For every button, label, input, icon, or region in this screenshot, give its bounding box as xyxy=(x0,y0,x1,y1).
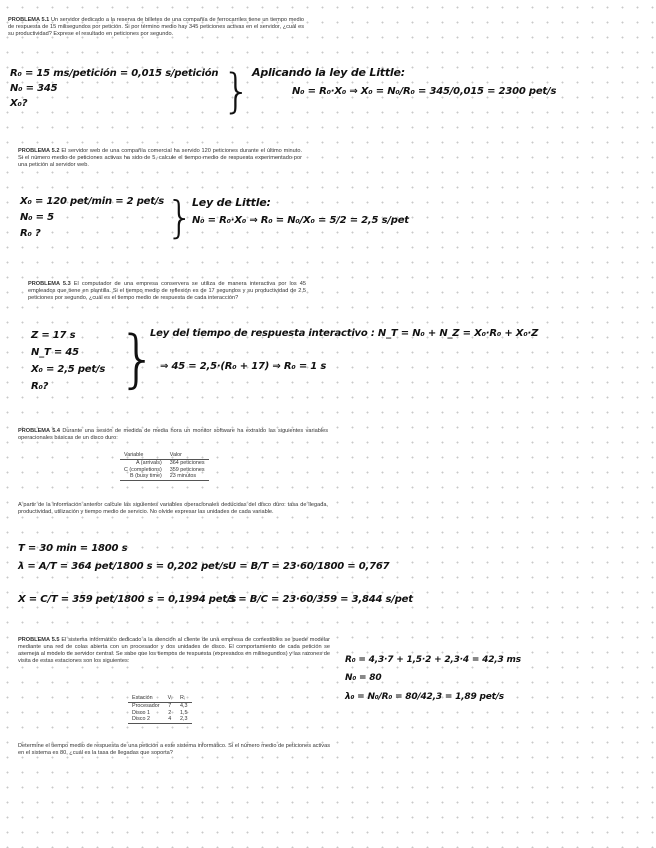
problem-text: El sistema informático dedicado a la atención al cliente de una empresa de comestibles se puede modelar mediante una red de colas abierta con un procesador y dos unidades de disco. El comportamiento de cada petición se asemeja al modelo de servidor central. Se sabe que los tiempos de respuesta (expresados en milisegundos) y las razones de visita de estas estaciones son los siguientes: xyxy=(18,637,330,665)
solution-equation: N₀ = R₀·X₀ ⇒ X₀ = N₀/R₀ = 345/0,015 = 2300 pet/s xyxy=(292,86,557,97)
given-line: Z = 17 s xyxy=(31,330,76,341)
problem-title: PROBLEMA 5.1 xyxy=(8,17,50,23)
problem-text: El computador de una empresa conservera se utiliza de manera interactiva por los 45 empleados que tiene en plantilla. Si el tiempo medio de reflexión es de 17 segundos y su productividad de 2,5 peticiones por segundo, ¿cuál es el tiempo medio de respuesta de cada interacción? xyxy=(28,281,306,302)
table-cell: 2 xyxy=(168,709,172,716)
problem-title: PROBLEMA 5.2 xyxy=(18,148,60,154)
given-line: R₀ ? xyxy=(20,228,41,239)
table-cell: 359 peticiones xyxy=(169,466,205,473)
problem-5-2-statement xyxy=(18,148,302,169)
solution-equation: ⇒ 45 = 2,5·(R₀ + 17) ⇒ R₀ = 1 s xyxy=(160,361,327,372)
table-row xyxy=(120,467,209,474)
arrival-rate-equation: λ₀ = N₀/R₀ = 80/42,3 = 1,89 pet/s xyxy=(345,692,504,702)
problem-text: El servidor web de una compañía comercial ha servido 120 peticiones durante el último minuto. Si el número medio de peticiones activas ha sido de 5, calcule el tiempo medio de respuesta experimentado por una petición al servidor web. xyxy=(18,148,302,169)
disk-variables-table xyxy=(120,452,209,481)
column-header: Variable xyxy=(120,452,166,459)
given-line: X₀ = 120 pet/min = 2 pet/s xyxy=(20,196,165,207)
problem-5-5-question: Determine el tiempo medio de respuesta de una petición a este sistema informático. Si el número medio de peticiones activas en el sistema es 80, ¿cuál es la tasa de llegadas que soporta? xyxy=(18,743,330,757)
law-title: Aplicando la ley de Little: xyxy=(252,66,405,79)
table-header-row xyxy=(128,695,192,702)
problem-title: PROBLEMA 5.4 xyxy=(18,428,60,434)
given-line: N₀ = 80 xyxy=(345,673,382,683)
problem-title: PROBLEMA 5.3 xyxy=(28,281,71,287)
table-cell: 23 minutos xyxy=(166,473,209,480)
utilization-equation: U = B/T = 23·60/1800 = 0,767 xyxy=(228,561,390,572)
table-cell: Procesador xyxy=(132,702,160,709)
table-cell: C (completions) xyxy=(124,466,162,473)
problem-text: Un servidor dedicado a la reserva de billetes de una compañía de ferrocarriles tiene un tiempo medio de respuesta de 15 milisegundos por petición. Si por término medio hay 345 peticiones activas en el servidor, ¿cuál es su productividad? Exprese el resultado en peticiones por segundo. xyxy=(8,17,304,38)
table-row xyxy=(128,710,192,717)
table-row xyxy=(128,702,192,709)
problem-title: PROBLEMA 5.5 xyxy=(18,637,60,643)
arrival-rate-equation: λ = A/T = 364 pet/1800 s = 0,202 pet/s xyxy=(18,561,229,572)
brace-icon: } xyxy=(166,192,194,243)
table-cell: 364 peticiones xyxy=(169,459,205,466)
service-time-equation: S = B/C = 23·60/359 = 3,844 s/pet xyxy=(228,594,413,605)
problem-text: Durante una sesión de medida de media hora un monitor software ha extraído las siguientes variables operacionales básicas de un disco duro: xyxy=(18,428,328,442)
period-line: T = 30 min = 1800 s xyxy=(18,543,128,554)
response-time-equation: R₀ = 4,3·7 + 1,5·2 + 2,3·4 = 42,3 ms xyxy=(345,655,521,665)
given-line: R₀ = 15 ms/petición = 0,015 s/petición xyxy=(10,68,219,79)
law-title: Ley de Little: xyxy=(192,196,271,209)
solution-equation: N₀ = R₀·X₀ ⇒ R₀ = N₀/X₀ = 5/2 = 2,5 s/pet xyxy=(192,215,409,226)
table-cell: 7 xyxy=(168,702,172,709)
given-line: N_T = 45 xyxy=(31,347,79,358)
column-header: Vᵢ xyxy=(164,695,176,702)
table-cell: 1,5 xyxy=(180,709,188,716)
problem-5-4-statement xyxy=(18,428,328,442)
given-line: R₀? xyxy=(31,381,49,392)
problem-5-5-statement xyxy=(18,637,330,665)
table-cell: A (arrivals) xyxy=(135,459,162,466)
column-header: Valor xyxy=(166,452,209,459)
table-cell: Disco 2 xyxy=(128,716,164,723)
problem-5-3-statement xyxy=(28,281,306,302)
table-row xyxy=(120,473,209,480)
table-cell: Disco 1 xyxy=(132,709,150,716)
stations-table xyxy=(128,695,192,724)
table-cell: B (busy time) xyxy=(120,473,166,480)
given-line: X₀ = 2,5 pet/s xyxy=(31,364,106,375)
table-row xyxy=(128,716,192,723)
table-cell: 4,3 xyxy=(180,702,188,709)
given-line: N₀ = 5 xyxy=(20,212,54,223)
given-line: N₀ = 345 xyxy=(10,83,58,94)
brace-icon: } xyxy=(118,322,158,395)
table-cell: 4 xyxy=(164,716,176,723)
law-title: Ley del tiempo de respuesta interactivo : N_T = N₀ + N_Z = X₀·R₀ + X₀·Z xyxy=(150,328,539,339)
table-row xyxy=(120,459,209,466)
table-cell: 2,3 xyxy=(176,716,192,723)
throughput-equation: X = C/T = 359 pet/1800 s = 0,1994 pet/s xyxy=(18,594,237,605)
table-header-row xyxy=(120,452,209,459)
problem-5-1-statement xyxy=(8,17,304,38)
column-header: Rᵢ xyxy=(176,695,192,702)
problem-5-4-question: A partir de la información anterior calcule las siguientes variables operacionales deducidas del disco duro: tasa de llegada, productividad, utilización y tiempo medio de servicio. No olvide expresar las unidades de cada variable. xyxy=(18,502,328,516)
given-line: X₀? xyxy=(10,98,28,109)
column-header: Estación xyxy=(128,695,164,702)
brace-icon: } xyxy=(222,64,252,118)
